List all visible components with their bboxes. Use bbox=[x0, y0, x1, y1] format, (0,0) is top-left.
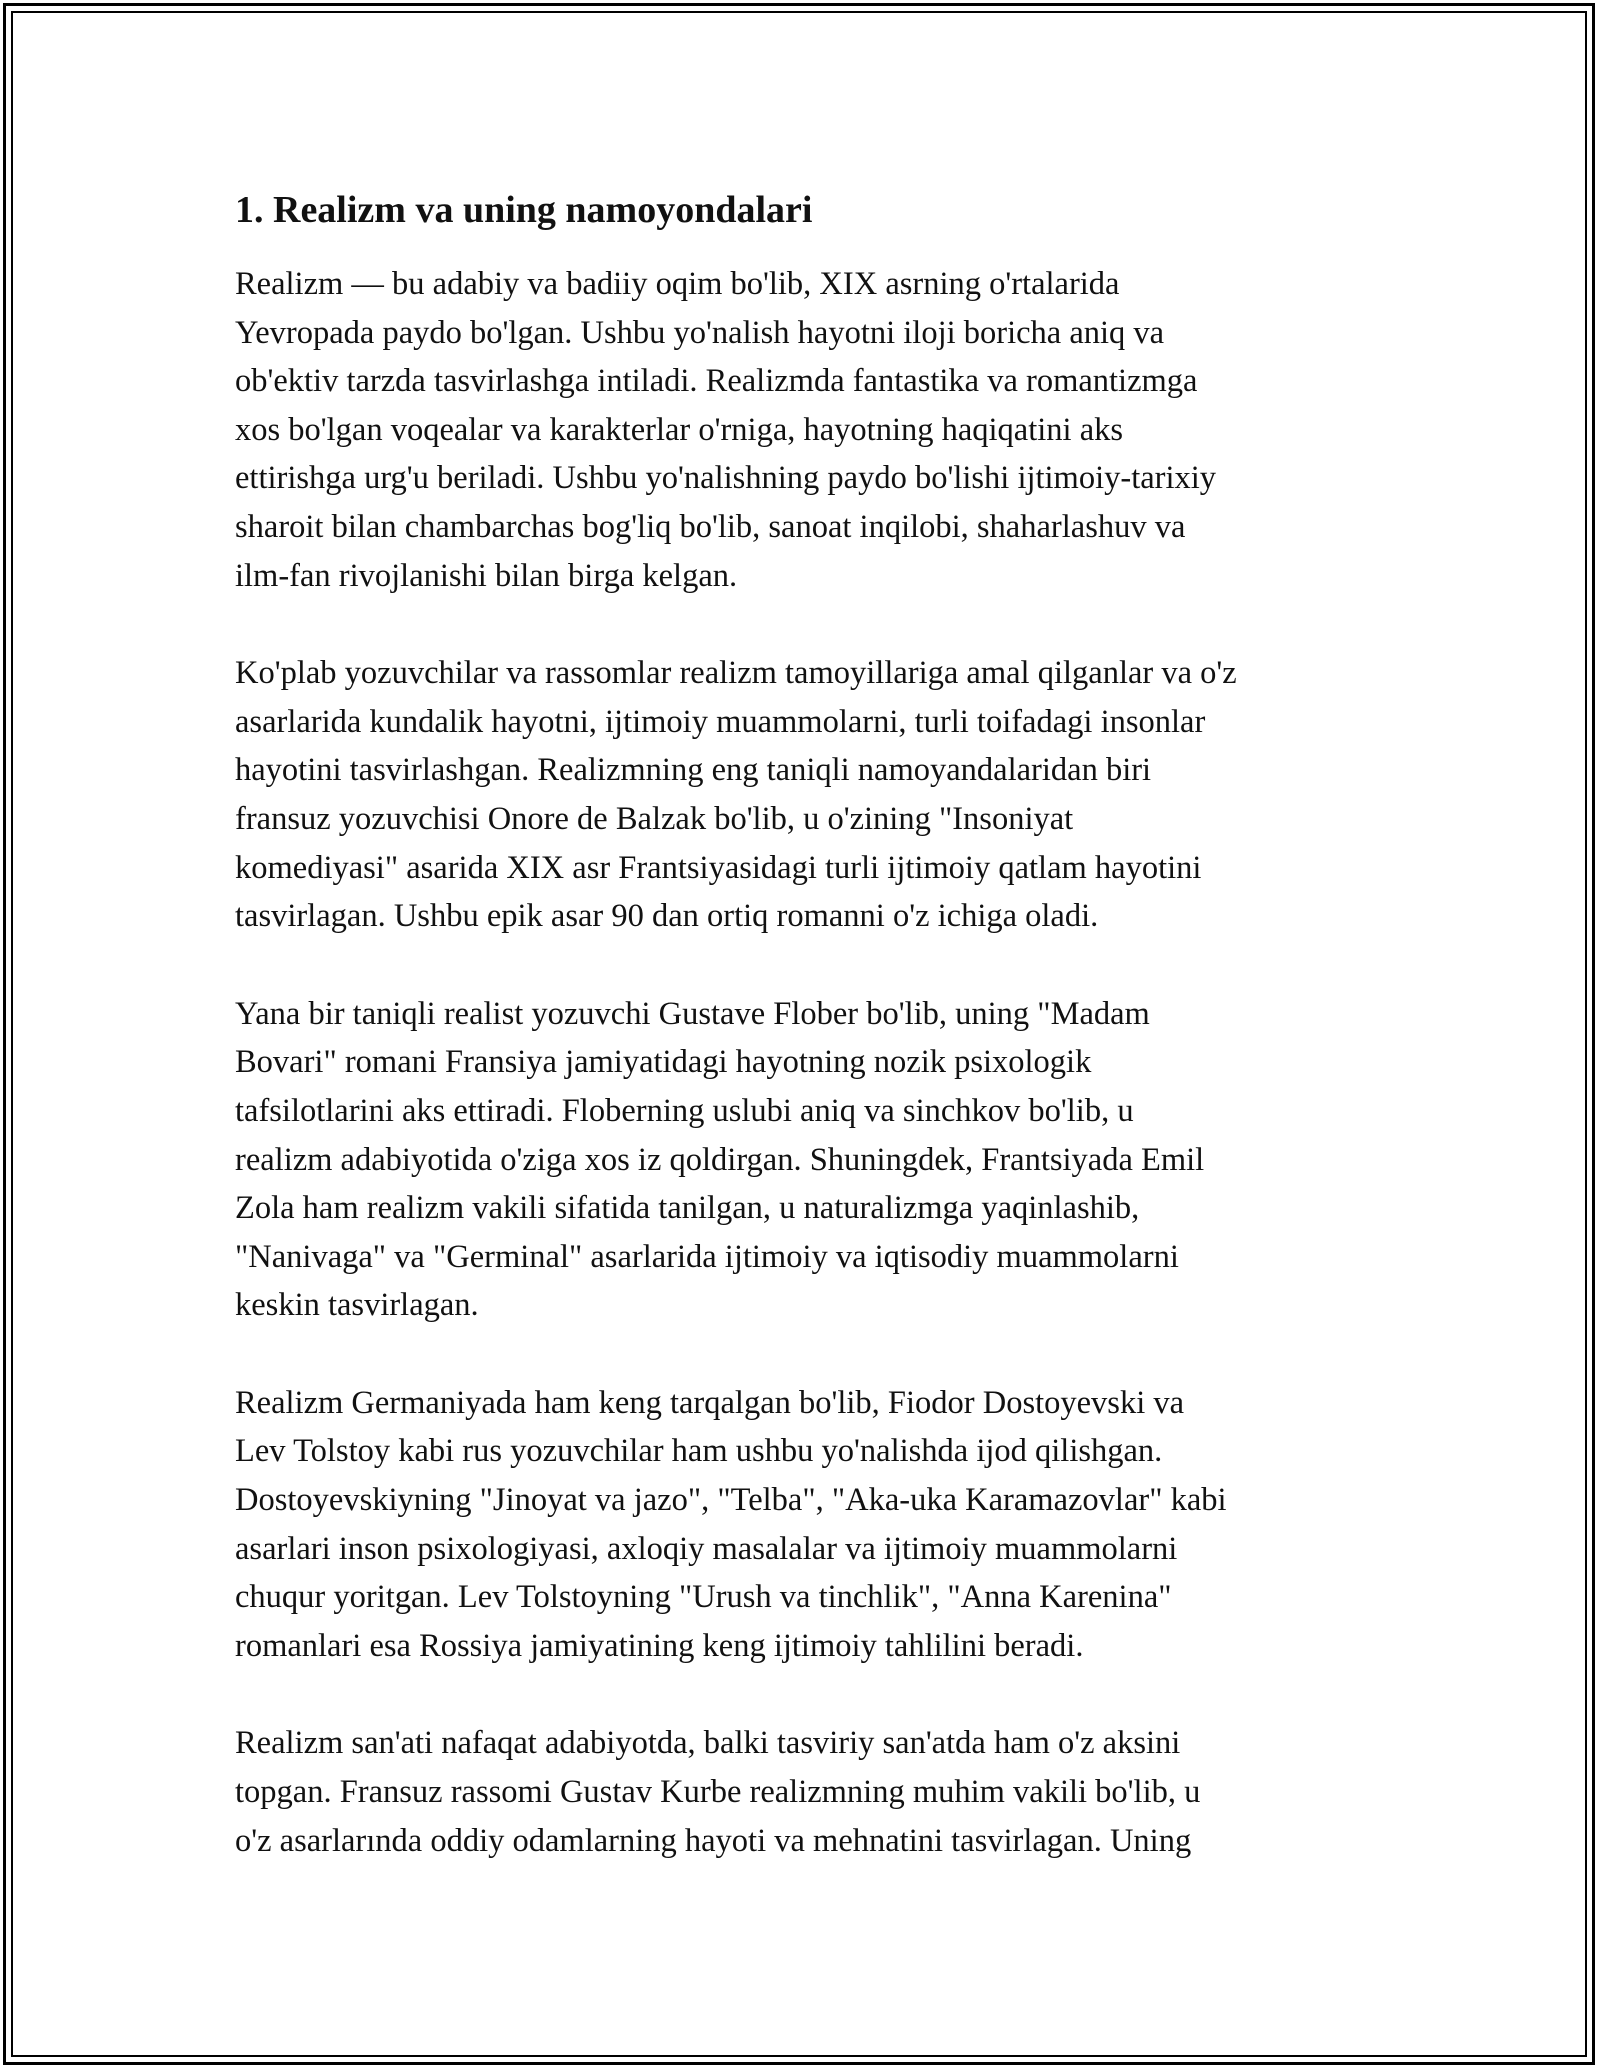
text-line: Realizm Germaniyada ham keng tarqalgan bo'lib, Fiodor Dostoyevski va bbox=[235, 1384, 1185, 1421]
text-line: ob'ektiv tarzda tasvirlashga intiladi. Realizmda fantastika va romantizmga bbox=[235, 363, 1198, 400]
text-line: topgan. Fransuz rassomi Gustav Kurbe realizmning muhim vakili bo'lib, u bbox=[235, 1774, 1201, 1811]
text-line: xos bo'lgan voqealar va karakterlar o'rniga, hayotning haqiqatini aks bbox=[235, 411, 1124, 448]
text-line: fransuz yozuvchisi Onore de Balzak bo'lib, u o'zining "Insoniyat bbox=[235, 800, 1074, 837]
text-line: hayotini tasvirlashgan. Realizmning eng taniqli namoyandalaridan biri bbox=[235, 752, 1152, 789]
paragraph-2 bbox=[235, 649, 1365, 941]
text-line: asarlarida kundalik hayotni, ijtimoiy muammolarni, turli toifadagi insonlar bbox=[235, 703, 1206, 740]
section-heading: 1. Realizm va uning namoyondalari bbox=[235, 189, 813, 231]
text-line: keskin tasvirlagan. bbox=[235, 1287, 479, 1324]
text-line: "Nanivaga" va "Germinal" asarlarida ijtimoiy va iqtisodiy muammolarni bbox=[235, 1238, 1179, 1275]
text-line: ettirishga urg'u beriladi. Ushbu yo'nalishning paydo bo'lishi ijtimoiy-tarixiy bbox=[235, 460, 1217, 497]
paragraph-4 bbox=[235, 1379, 1365, 1671]
text-line: Yana bir taniqli realist yozuvchi Gustave Flober bo'lib, uning "Madam bbox=[235, 995, 1150, 1032]
text-line: sharoit bilan chambarchas bog'liq bo'lib, sanoat inqilobi, shaharlashuv va bbox=[235, 508, 1186, 545]
text-line: romanlari esa Rossiya jamiyatining keng ijtimoiy tahlilini beradi. bbox=[235, 1627, 1084, 1664]
text-line: asarlari inson psixologiyasi, axloqiy masalalar va ijtimoiy muammolarni bbox=[235, 1530, 1178, 1567]
text-line: Dostoyevskiyning "Jinoyat va jazo", "Telba", "Aka-uka Karamazovlar" kabi bbox=[235, 1482, 1227, 1519]
text-line: Lev Tolstoy kabi rus yozuvchilar ham ushbu yo'nalishda ijod qilishgan. bbox=[235, 1433, 1163, 1470]
text-line: Realizm san'ati nafaqat adabiyotda, balki tasviriy san'atda ham o'z aksini bbox=[235, 1725, 1181, 1762]
paragraph-5 bbox=[235, 1719, 1365, 1865]
text-line: komediyasi" asarida XIX asr Frantsiyasidagi turli ijtimoiy qatlam hayotini bbox=[235, 849, 1202, 886]
paragraph-3 bbox=[235, 990, 1365, 1330]
text-line: realizm adabiyotida o'ziga xos iz qoldirgan. Shuningdek, Frantsiyada Emil bbox=[235, 1141, 1205, 1178]
text-line: Realizm — bu adabiy va badiiy oqim bo'lib, XIX asrning o'rtalarida bbox=[235, 266, 1120, 302]
document-body bbox=[235, 186, 1365, 1914]
text-line: ilm-fan rivojlanishi bilan birga kelgan. bbox=[235, 557, 738, 594]
text-line: Ko'plab yozuvchilar va rassomlar realizm tamoyillariga amal qilganlar va o'z bbox=[235, 655, 1237, 692]
text-line: o'z asarlarında oddiy odamlarning hayoti va mehnatini tasvirlagan. Uning bbox=[235, 1822, 1192, 1859]
text-line: Bovari" romani Fransiya jamiyatidagi hayotning nozik psixologik bbox=[235, 1044, 1092, 1081]
text-line: Yevropada paydo bo'lgan. Ushbu yo'nalish hayotni iloji boricha aniq va bbox=[235, 314, 1165, 351]
paragraph-1 bbox=[235, 260, 1365, 600]
text-line: Zola ham realizm vakili sifatida tanilgan, u naturalizmga yaqinlashib, bbox=[235, 1190, 1140, 1227]
text-line: tafsilotlarini aks ettiradi. Floberning uslubi aniq va sinchkov bo'lib, u bbox=[235, 1092, 1134, 1129]
text-line: chuqur yoritgan. Lev Tolstoyning "Urush va tinchlik", "Anna Karenina" bbox=[235, 1579, 1172, 1616]
text-line: tasvirlagan. Ushbu epik asar 90 dan ortiq romanni o'z ichiga oladi. bbox=[235, 898, 1099, 935]
